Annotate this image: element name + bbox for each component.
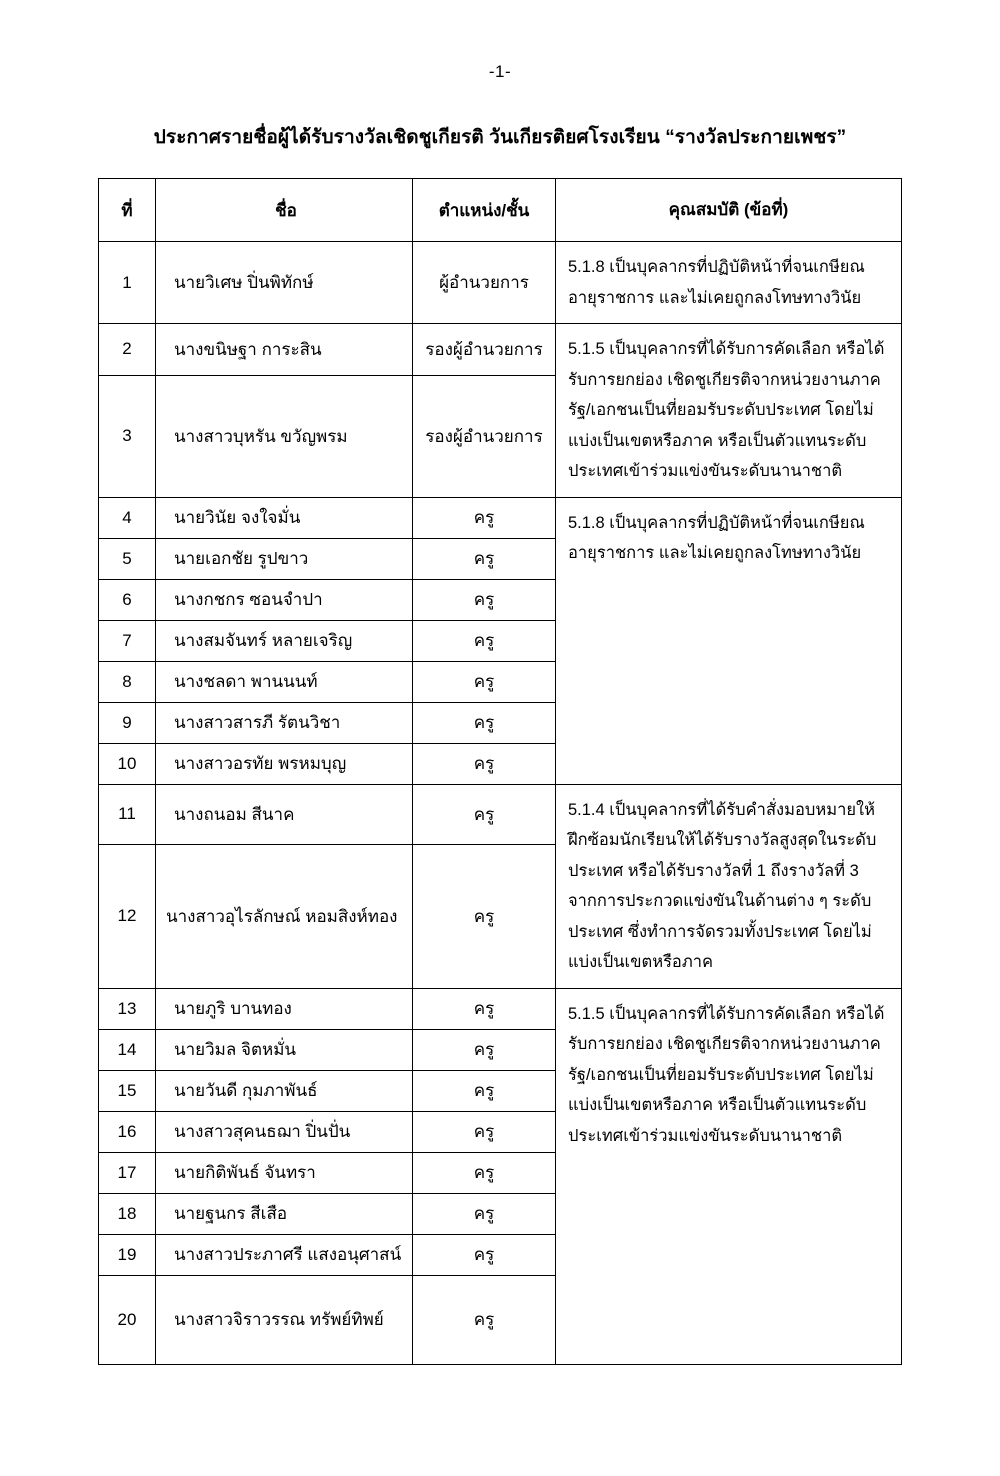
row-qualification: 5.1.8 เป็นบุคลากรที่ปฏิบัติหน้าที่จนเกษียณอายุราชการ และไม่เคยถูกลงโทษทางวินัย (556, 497, 902, 784)
row-name: นางขนิษฐา การะสิน (156, 324, 413, 376)
row-name: นายวันดี กุมภาพันธ์ (156, 1070, 413, 1111)
row-no: 15 (99, 1070, 156, 1111)
row-name: นางสาวประภาศรี แสงอนุศาสน์ (156, 1234, 413, 1275)
award-table (98, 178, 902, 1365)
row-position: ครู (413, 538, 556, 579)
row-no: 1 (99, 242, 156, 324)
row-no: 7 (99, 620, 156, 661)
row-position: ครู (413, 579, 556, 620)
row-no: 9 (99, 702, 156, 743)
row-position: ครู (413, 1193, 556, 1234)
row-position: ครู (413, 1234, 556, 1275)
row-no: 5 (99, 538, 156, 579)
row-no: 4 (99, 497, 156, 538)
row-name: นางถนอม สีนาค (156, 784, 413, 845)
row-name: นายภูริ บานทอง (156, 988, 413, 1029)
row-no: 3 (99, 375, 156, 497)
row-no: 20 (99, 1275, 156, 1364)
row-no: 11 (99, 784, 156, 845)
table-body (99, 242, 902, 1365)
row-no: 10 (99, 743, 156, 784)
row-position: ครู (413, 845, 556, 988)
column-header-qualification: คุณสมบัติ (ข้อที่) (556, 179, 902, 242)
page-number: -1- (488, 62, 512, 81)
column-header-no: ที่ (99, 179, 156, 242)
row-name: นางสาวอุไรลักษณ์ หอมสิงห์ทอง (156, 845, 413, 988)
row-position: ครู (413, 620, 556, 661)
row-qualification: 5.1.4 เป็นบุคลากรที่ได้รับคำสั่งมอบหมายให้ฝึกซ้อมนักเรียนให้ได้รับรางวัลสูงสุดในระดับประเทศ หรือได้รับรางวัลที่ 1 ถึงรางวัลที่ 3 จากการประกวดแข่งขันในด้านต่าง ๆ ระดับประเทศ ซึ่งทำการจัดรวมทั้งประเทศ โดยไม่แบ่งเป็นเขตหรือภาค (556, 784, 902, 988)
row-name: นางชลดา พานนนท์ (156, 661, 413, 702)
row-qualification: 5.1.8 เป็นบุคลากรที่ปฏิบัติหน้าที่จนเกษียณอายุราชการ และไม่เคยถูกลงโทษทางวินัย (556, 242, 902, 324)
row-name: นางสมจันทร์ หลายเจริญ (156, 620, 413, 661)
row-qualification: 5.1.5 เป็นบุคลากรที่ได้รับการคัดเลือก หรือได้รับการยกย่อง เชิดชูเกียรติจากหน่วยงานภาครัฐ/เอกชนเป็นที่ยอมรับระดับประเทศ โดยไม่แบ่งเป็นเขตหรือภาค หรือเป็นตัวแทนระดับประเทศเข้าร่วมแข่งขันระดับนานาชาติ (556, 988, 902, 1364)
row-position: ครู (413, 702, 556, 743)
row-position: ครู (413, 784, 556, 845)
row-position: ครู (413, 1152, 556, 1193)
row-no: 8 (99, 661, 156, 702)
row-name: นายวิเศษ ปิ่นพิทักษ์ (156, 242, 413, 324)
row-position: ครู (413, 988, 556, 1029)
row-position: ครู (413, 743, 556, 784)
row-position: ผู้อำนวยการ (413, 242, 556, 324)
row-position: ครู (413, 1275, 556, 1364)
row-name: นายกิติพันธ์ จันทรา (156, 1152, 413, 1193)
row-no: 14 (99, 1029, 156, 1070)
row-no: 17 (99, 1152, 156, 1193)
row-name: นางสาวสารภี รัตนวิชา (156, 702, 413, 743)
row-position: ครู (413, 1111, 556, 1152)
row-name: นายเอกชัย รูปขาว (156, 538, 413, 579)
row-position: รองผู้อำนวยการ (413, 324, 556, 376)
row-no: 18 (99, 1193, 156, 1234)
row-no: 12 (99, 845, 156, 988)
row-position: ครู (413, 497, 556, 538)
row-name: นางกชกร ซอนจำปา (156, 579, 413, 620)
award-table-container (98, 178, 902, 1365)
table-row (99, 784, 902, 845)
row-name: นายวิมล จิตหมั่น (156, 1029, 413, 1070)
row-no: 13 (99, 988, 156, 1029)
row-qualification: 5.1.5 เป็นบุคลากรที่ได้รับการคัดเลือก หรือได้รับการยกย่อง เชิดชูเกียรติจากหน่วยงานภาครัฐ/เอกชนเป็นที่ยอมรับระดับประเทศ โดยไม่แบ่งเป็นเขตหรือภาค หรือเป็นตัวแทนระดับประเทศเข้าร่วมแข่งขันระดับนานาชาติ (556, 324, 902, 498)
table-header-row (99, 179, 902, 242)
row-position: ครู (413, 1029, 556, 1070)
row-no: 16 (99, 1111, 156, 1152)
row-no: 2 (99, 324, 156, 376)
table-row (99, 497, 902, 538)
page-title: ประกาศรายชื่อผู้ได้รับรางวัลเชิดชูเกียรติ วันเกียรติยศโรงเรียน “รางวัลประกายเพชร” (153, 127, 847, 148)
document-page (0, 62, 1000, 1476)
row-name: นางสาวบุหรัน ขวัญพรม (156, 375, 413, 497)
column-header-position: ตำแหน่ง/ชั้น (413, 179, 556, 242)
row-no: 19 (99, 1234, 156, 1275)
table-row (99, 988, 902, 1029)
row-name: นายฐนกร สีเสือ (156, 1193, 413, 1234)
table-row (99, 324, 902, 376)
table-header (99, 179, 902, 242)
row-position: ครู (413, 661, 556, 702)
row-name: นายวินัย จงใจมั่น (156, 497, 413, 538)
table-row (99, 242, 902, 324)
row-no: 6 (99, 579, 156, 620)
row-position: ครู (413, 1070, 556, 1111)
row-name: นางสาวสุคนธฌา ปิ่นปั่น (156, 1111, 413, 1152)
row-name: นางสาวอรทัย พรหมบุญ (156, 743, 413, 784)
column-header-name: ชื่อ (156, 179, 413, 242)
row-position: รองผู้อำนวยการ (413, 375, 556, 497)
row-name: นางสาวจิราวรรณ ทรัพย์ทิพย์ (156, 1275, 413, 1364)
